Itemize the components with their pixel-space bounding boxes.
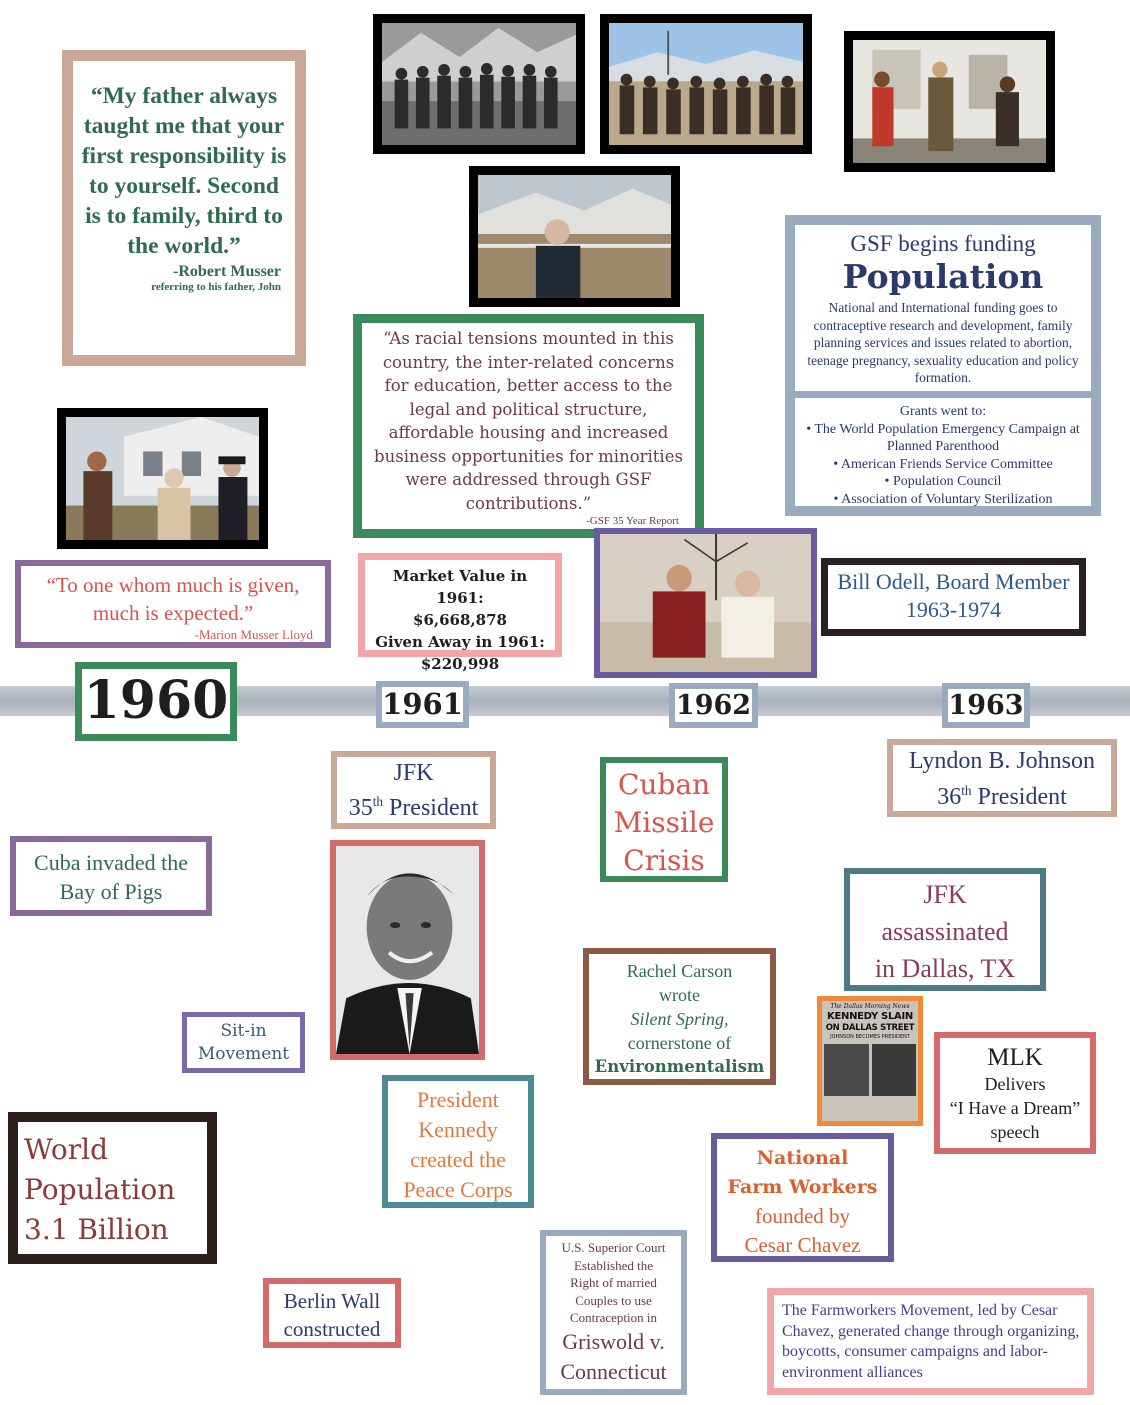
cuban-missile-crisis-box (600, 757, 728, 882)
father-quote-box (62, 50, 306, 366)
jfk-president-title (337, 787, 490, 823)
racial-tensions-source: -GSF 35 Year Report (586, 515, 679, 527)
world-pop-line3: 3.1 Billion (24, 1213, 169, 1246)
father-quote-author: -Robert Musser (173, 263, 281, 280)
cuban-line: Cuban (617, 768, 711, 801)
world-pop-line1: World (24, 1133, 108, 1166)
nfw-line3: founded by (754, 1204, 851, 1228)
newspaper-photos (824, 1044, 916, 1096)
given-away-amount: $220,998 (420, 655, 500, 673)
carson-line2: wrote (659, 985, 700, 1005)
population-description: National and International funding goes to contraceptive research and development, family planning services and issues related to abortion, teenage pregnancy, sexuality education and policy formation. (807, 300, 1079, 385)
griswold-text-5: Contraception in (569, 1310, 657, 1325)
missile-line: Missile (613, 806, 715, 839)
nfw-line1: National (756, 1147, 849, 1169)
jfk-assassinated-line3: in Dallas, TX (874, 954, 1016, 983)
bay-of-pigs-box (10, 836, 212, 916)
newspaper-masthead: The Dallas Morning News (830, 1003, 910, 1010)
racial-tensions-quote-box (353, 314, 704, 538)
berlin-line1: Berlin Wall (283, 1289, 381, 1313)
griswold-case-1: Griswold v. (562, 1328, 665, 1354)
peace-corps-line2: Kennedy (418, 1117, 498, 1142)
world-population-box (8, 1112, 217, 1264)
population-lead: GSF begins funding (850, 231, 1036, 256)
market-value-amount: $6,668,878 (413, 611, 507, 629)
lbj-name: Lyndon B. Johnson (908, 748, 1096, 774)
mlk-line1: MLK (987, 1044, 1043, 1071)
griswold-text-3: Right of married (570, 1275, 657, 1290)
market-value-box (358, 553, 562, 673)
national-farm-workers-box (711, 1133, 894, 1262)
sit-in-movement-box (182, 1012, 305, 1073)
griswold-text-4: Couples to use (575, 1292, 652, 1308)
berlin-wall-box (263, 1278, 401, 1348)
father-quote-note: referring to his father, John (151, 281, 281, 293)
lbj-title: President (977, 784, 1067, 810)
newspaper-headline-1: KENNEDY SLAIN (827, 1011, 913, 1022)
sitin-line1: Sit-in (220, 1021, 267, 1041)
bay-of-pigs-line1: Cuba invaded the (34, 850, 188, 875)
group-photo-mountains (373, 14, 585, 154)
sitin-line2: Movement (197, 1044, 290, 1064)
jfk-president-box (331, 751, 496, 829)
father-quote-text: “My father always taught me that your first responsibility is to yourself. Second is to family, third to the world.” (81, 83, 287, 259)
mlk-dream-box (934, 1032, 1096, 1154)
jfk-assassinated-line1: JFK (923, 880, 967, 909)
world-pop-line2: Population (24, 1173, 176, 1206)
marion-quote-text: “To one whom much is given, much is expected.” (46, 573, 300, 625)
nfw-line4: Cesar Chavez (744, 1233, 861, 1257)
griswold-text-2: Established the (573, 1257, 654, 1273)
newspaper-clipping (817, 996, 923, 1126)
lbj-president-title (893, 776, 1111, 812)
berlin-line2: constructed (283, 1317, 381, 1341)
lbj-ordinal: 36 (937, 784, 962, 810)
porch-photo (844, 31, 1055, 172)
nfw-line2: Farm Workers (727, 1176, 878, 1198)
bay-of-pigs-line2: Bay of Pigs (59, 879, 163, 904)
carson-line5: Environmentalism (594, 1057, 765, 1076)
bill-odell-box (821, 558, 1086, 636)
woman-portrait-photo (469, 166, 680, 307)
year-1960-marker: 1960 (75, 662, 237, 741)
bill-odell-name: Bill Odell, Board Member (837, 569, 1070, 594)
house-visit-photo (57, 408, 268, 549)
grant-item: • The World Population Emergency Campaign at Planned Parenthood (806, 421, 1080, 454)
lbj-ordinal-suffix: th (961, 783, 972, 798)
carson-book: Silent Spring, (630, 1009, 729, 1029)
griswold-case-2: Connecticut (560, 1358, 667, 1384)
racial-tensions-quote-text: “As racial tensions mounted in this country, the inter-related concerns for education, better access to the legal and political structure, affordable housing and increased business opportunities for minorities were addressed through GSF contributions.” (374, 329, 683, 513)
jfk-ordinal: 35 (348, 795, 373, 821)
grant-item: • Population Council (884, 474, 1002, 489)
mlk-line3: “I Have a Dream” (949, 1098, 1081, 1118)
newspaper-headline-2: ON DALLAS STREET (825, 1023, 915, 1033)
lbj-president-box (887, 739, 1117, 817)
population-title: Population (842, 257, 1044, 296)
griswold-box (540, 1230, 687, 1395)
mlk-line4: speech (990, 1122, 1040, 1142)
jfk-portrait-photo (330, 840, 485, 1060)
peace-corps-box (382, 1075, 534, 1208)
jfk-name: JFK (393, 760, 434, 786)
jfk-assassinated-line2: assassinated (881, 917, 1009, 946)
griswold-text-1: U.S. Superior Court (561, 1240, 666, 1255)
crisis-line: Crisis (623, 844, 705, 877)
grant-item: • American Friends Service Committee (833, 456, 1053, 472)
jfk-title: President (388, 795, 479, 821)
jfk-assassinated-box (844, 868, 1046, 991)
year-1963-marker: 1963 (942, 683, 1030, 728)
marion-quote-box (15, 560, 331, 648)
year-1961-marker: 1961 (376, 681, 469, 728)
farmworkers-movement-text: The Farmworkers Movement, led by Cesar Chavez, generated change through organizing, boycotts, consumer campaigns and labor-environment alliances (782, 1302, 1080, 1381)
carson-line4: cornerstone of (627, 1033, 732, 1053)
group-photo-flagpole (600, 14, 812, 154)
couple-photo (594, 528, 817, 678)
mlk-line2: Delivers (984, 1074, 1046, 1094)
peace-corps-line4: Peace Corps (403, 1177, 513, 1202)
carson-line1: Rachel Carson (626, 961, 733, 981)
peace-corps-line1: President (417, 1087, 499, 1112)
given-away-label: Given Away in 1961: (375, 633, 545, 651)
rachel-carson-box (583, 948, 776, 1085)
year-1962-marker: 1962 (669, 683, 758, 728)
jfk-ordinal-suffix: th (372, 794, 383, 809)
population-funding-box (785, 215, 1101, 516)
farmworkers-movement-box (767, 1288, 1094, 1395)
market-value-label: Market Value in 1961: (392, 567, 528, 607)
marion-quote-author: -Marion Musser Lloyd (194, 627, 313, 642)
newspaper-subhead: JOHNSON BECOMES PRESIDENT (830, 1034, 910, 1040)
peace-corps-line3: created the (410, 1147, 506, 1172)
grant-item: • Association of Voluntary Sterilization (833, 491, 1053, 507)
grants-heading: Grants went to: (899, 404, 987, 419)
bill-odell-years: 1963-1974 (905, 597, 1002, 622)
